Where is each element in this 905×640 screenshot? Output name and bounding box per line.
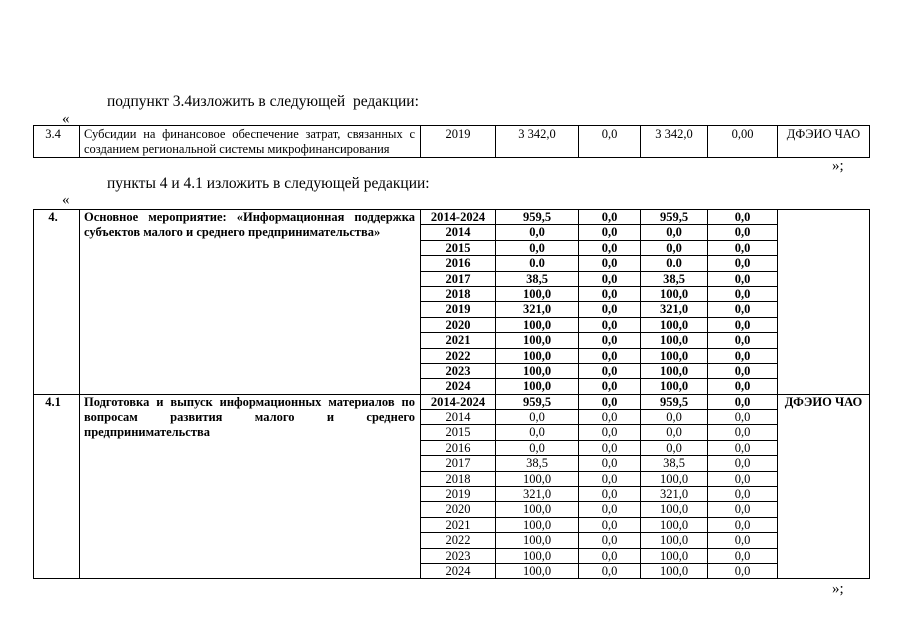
value-cell-v2: 0,0 [579,425,641,440]
value-cell-v1: 0,0 [496,410,579,425]
value-cell-v1: 100,0 [496,379,579,394]
period-cell: 2018 [421,471,496,486]
value-cell-v1: 100,0 [496,471,579,486]
period-cell: 2015 [421,425,496,440]
value-cell-v2: 0,0 [579,126,641,158]
value-cell-v4: 0,0 [708,225,778,240]
value-cell-v3: 100,0 [641,317,708,332]
value-cell-v3: 959,5 [641,210,708,225]
value-cell-v2: 0,0 [579,271,641,286]
value-cell-v2: 0,0 [579,333,641,348]
value-cell-v4: 0,0 [708,456,778,471]
value-cell-v1: 38,5 [496,456,579,471]
executor-cell: ДФЭИО ЧАО [778,394,870,579]
period-cell: 2024 [421,379,496,394]
value-cell-v3: 0,0 [641,410,708,425]
period-cell: 2024 [421,563,496,578]
value-cell-v4: 0,0 [708,533,778,548]
value-cell-v2: 0,0 [579,363,641,378]
period-cell: 2023 [421,363,496,378]
value-cell-v3: 100,0 [641,548,708,563]
value-cell-v3: 100,0 [641,502,708,517]
period-cell: 2014 [421,225,496,240]
period-cell: 2014 [421,410,496,425]
value-cell-v1: 959,5 [496,394,579,409]
value-cell-v3: 0,0 [641,225,708,240]
value-cell-v1: 100,0 [496,533,579,548]
value-cell-v4: 0,0 [708,256,778,271]
value-cell-v2: 0,0 [579,440,641,455]
value-cell-v2: 0,0 [579,394,641,409]
period-cell: 2023 [421,548,496,563]
item-name: Основное мероприятие: «Информационная поддержка субъектов малого и среднего предпринимательства» [80,210,421,395]
value-cell-v2: 0,0 [579,210,641,225]
value-cell-v4: 0,0 [708,379,778,394]
value-cell-v4: 0,0 [708,410,778,425]
value-cell-v3: 100,0 [641,363,708,378]
opening-quote: « [62,192,70,208]
section-item-4-1 [34,394,870,579]
period-cell: 2017 [421,456,496,471]
total-row [34,394,870,409]
item-number: 4. [34,210,80,395]
value-cell-v3: 38,5 [641,456,708,471]
value-cell-v3: 100,0 [641,286,708,301]
value-cell-v3: 100,0 [641,517,708,532]
value-cell-v1: 38,5 [496,271,579,286]
value-cell-v4: 0,0 [708,517,778,532]
value-cell-v1: 0.0 [496,256,579,271]
value-cell-v3: 100,0 [641,379,708,394]
period-cell: 2019 [421,487,496,502]
value-cell-v3: 3 342,0 [641,126,708,158]
value-cell-v1: 959,5 [496,210,579,225]
period-cell: 2021 [421,333,496,348]
value-cell-v2: 0,0 [579,379,641,394]
value-cell-v1: 0,0 [496,425,579,440]
value-cell-v4: 0,0 [708,487,778,502]
period-cell: 2014-2024 [421,394,496,409]
value-cell-v3: 100,0 [641,348,708,363]
value-cell-v4: 0,0 [708,286,778,301]
value-cell-v4: 0,0 [708,210,778,225]
intro-items-4-4-1: пункты 4 и 4.1 изложить в следующей редакции: [107,175,430,192]
executor-cell [778,210,870,395]
value-cell-v4: 0,0 [708,440,778,455]
value-cell-v1: 100,0 [496,317,579,332]
value-cell-v3: 0,0 [641,425,708,440]
value-cell-v2: 0,0 [579,517,641,532]
subitem-3-4-table [33,125,870,158]
items-4-table [33,209,870,579]
period-cell: 2020 [421,502,496,517]
value-cell-v4: 0,0 [708,333,778,348]
value-cell-v2: 0,0 [579,456,641,471]
value-cell-v1: 100,0 [496,502,579,517]
value-cell-v1: 100,0 [496,348,579,363]
value-cell-v3: 321,0 [641,487,708,502]
value-cell-v2: 0,0 [579,286,641,301]
value-cell-v3: 100,0 [641,533,708,548]
item-number: 4.1 [34,394,80,579]
period-cell: 2018 [421,286,496,301]
value-cell-v3: 0,0 [641,240,708,255]
value-cell-v2: 0,0 [579,348,641,363]
period-cell: 2022 [421,348,496,363]
item-number: 3.4 [34,126,80,158]
value-cell-v2: 0,0 [579,410,641,425]
value-cell-v2: 0,0 [579,302,641,317]
period-cell: 2019 [421,126,496,158]
value-cell-v1: 100,0 [496,286,579,301]
value-cell-v4: 0,0 [708,563,778,578]
period-cell: 2014-2024 [421,210,496,225]
item-name: Субсидии на финансовое обеспечение затрат, связанных с созданием региональной системы микрофинансирования [80,126,421,158]
value-cell-v3: 959,5 [641,394,708,409]
period-cell: 2021 [421,517,496,532]
value-cell-v3: 100,0 [641,333,708,348]
value-cell-v2: 0,0 [579,563,641,578]
period-cell: 2016 [421,256,496,271]
closing-quote: »; [832,581,844,597]
value-cell-v4: 0,0 [708,363,778,378]
value-cell-v3: 0,0 [641,440,708,455]
value-cell-v4: 0,0 [708,425,778,440]
period-cell: 2015 [421,240,496,255]
value-cell-v2: 0,0 [579,471,641,486]
value-cell-v4: 0,0 [708,394,778,409]
value-cell-v2: 0,0 [579,487,641,502]
value-cell-v2: 0,0 [579,225,641,240]
total-row [34,210,870,225]
value-cell-v2: 0,0 [579,317,641,332]
value-cell-v1: 0,0 [496,225,579,240]
value-cell-v4: 0,0 [708,317,778,332]
value-cell-v2: 0,0 [579,533,641,548]
value-cell-v3: 100,0 [641,563,708,578]
value-cell-v1: 0,0 [496,440,579,455]
value-cell-v1: 100,0 [496,333,579,348]
opening-quote: « [62,111,70,127]
value-cell-v4: 0,0 [708,240,778,255]
value-cell-v1: 100,0 [496,363,579,378]
value-cell-v2: 0,0 [579,240,641,255]
value-cell-v3: 321,0 [641,302,708,317]
period-cell: 2020 [421,317,496,332]
closing-quote: »; [832,158,844,174]
value-cell-v4: 0,0 [708,548,778,563]
subitem-3-4-row [34,126,870,158]
value-cell-v2: 0,0 [579,548,641,563]
item-name: Подготовка и выпуск информационных материалов по вопросам развития малого и среднего предпринимательства [80,394,421,579]
value-cell-v1: 100,0 [496,548,579,563]
value-cell-v1: 3 342,0 [496,126,579,158]
executor-cell: ДФЭИО ЧАО [778,126,870,158]
value-cell-v1: 0,0 [496,240,579,255]
value-cell-v2: 0,0 [579,256,641,271]
value-cell-v4: 0,0 [708,502,778,517]
period-cell: 2019 [421,302,496,317]
value-cell-v1: 100,0 [496,517,579,532]
value-cell-v3: 100,0 [641,471,708,486]
period-cell: 2016 [421,440,496,455]
value-cell-v4: 0,00 [708,126,778,158]
value-cell-v4: 0,0 [708,348,778,363]
value-cell-v3: 0.0 [641,256,708,271]
value-cell-v2: 0,0 [579,502,641,517]
value-cell-v4: 0,0 [708,471,778,486]
value-cell-v1: 100,0 [496,563,579,578]
value-cell-v4: 0,0 [708,302,778,317]
section-item-4 [34,210,870,395]
period-cell: 2022 [421,533,496,548]
period-cell: 2017 [421,271,496,286]
intro-subitem-3-4: подпункт 3.4изложить в следующей редакции: [107,93,419,110]
value-cell-v3: 38,5 [641,271,708,286]
value-cell-v1: 321,0 [496,487,579,502]
value-cell-v4: 0,0 [708,271,778,286]
value-cell-v1: 321,0 [496,302,579,317]
